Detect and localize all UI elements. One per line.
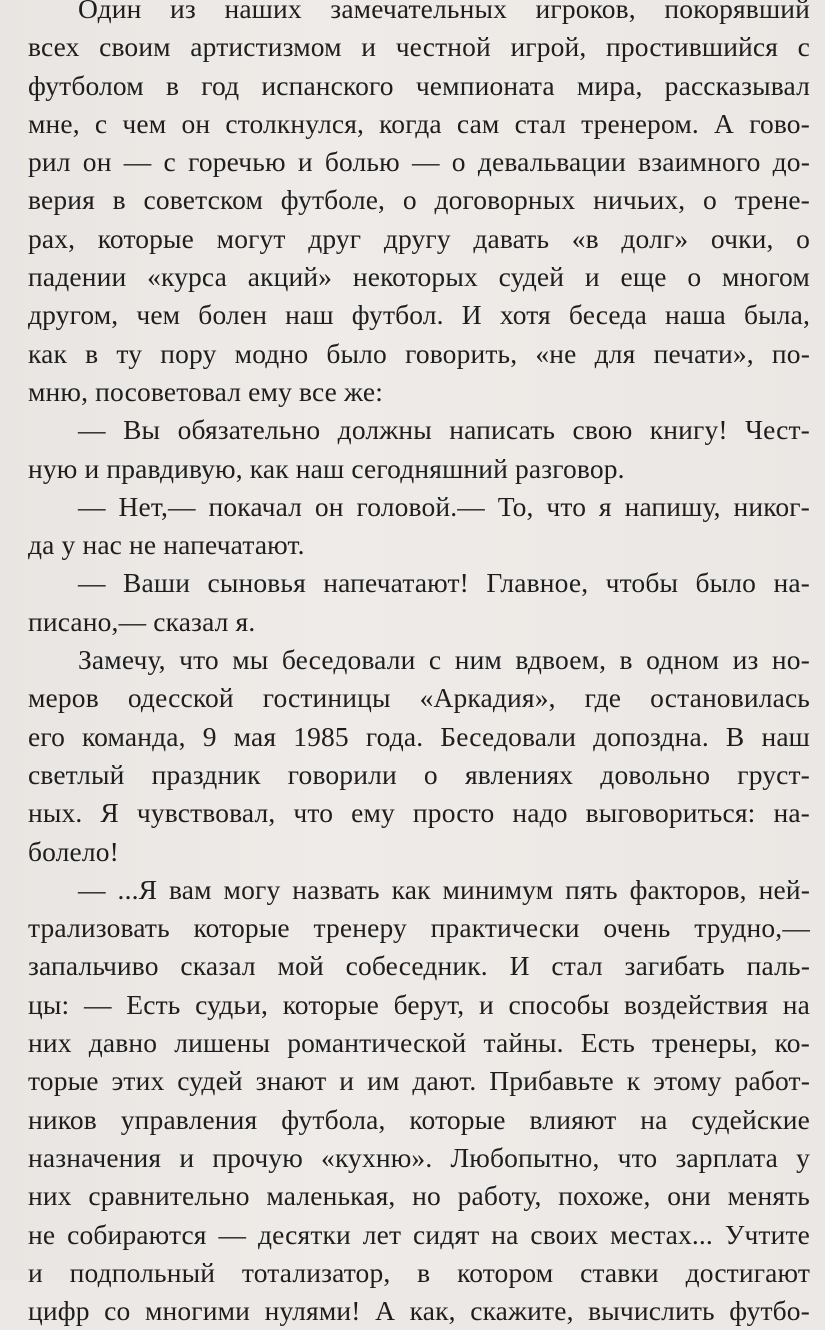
text-line: запальчиво сказал мой собеседник. И стал загибать паль-: [28, 950, 810, 982]
text-line: писано,— сказал я.: [28, 605, 256, 637]
text-line: Один из наших замечательных игроков, покорявший: [78, 0, 810, 24]
text-line: — Ваши сыновья напечатают! Главное, чтобы было на-: [78, 567, 810, 599]
text-line: верия в советском футболе, о договорных ничьих, о трене-: [28, 184, 810, 216]
text-line: ную и правдивую, как наш сегодняшний разговор.: [28, 452, 625, 484]
text-line: ников управления футбола, которые влияют на судейские: [28, 1103, 810, 1135]
text-line: футболом в год испанского чемпионата мира, рассказывал: [28, 69, 810, 101]
text-line: цы: — Есть судьи, которые берут, и способы воздействия на: [28, 988, 810, 1020]
text-line: его команда, 9 мая 1985 года. Беседовали допоздна. В наш: [28, 720, 810, 752]
text-line: — Нет,— покачал он головой.— То, что я напишу, никог-: [78, 490, 810, 522]
text-line: рах, которые могут друг другу давать «в долг» очки, о: [28, 222, 810, 254]
text-line: торые этих судей знают и им дают. Прибавьте к этому работ-: [28, 1065, 810, 1097]
text-line: рил он — с горечью и болью — о девальвации взаимного до-: [28, 146, 810, 178]
text-line: трализовать которые тренеру практически очень трудно,—: [28, 912, 810, 944]
text-line: меров одесской гостиницы «Аркадия», где остановилась: [28, 682, 810, 714]
text-line: падении «курса акций» некоторых судей и еще о многом: [28, 261, 810, 293]
text-line: назначения и прочую «кухню». Любопытно, что зарплата у: [28, 1141, 810, 1173]
text-line: них сравнительно маленькая, но работу, похоже, они менять: [28, 1180, 810, 1212]
text-line: как в ту пору модно было говорить, «не для печати», по-: [28, 337, 810, 369]
text-line: не собираются — десятки лет сидят на своих местах... Учтите: [28, 1218, 810, 1250]
text-line: и подпольный тотализатор, в котором ставки достигают: [28, 1256, 810, 1288]
text-line: них давно лишены романтической тайны. Есть тренеры, ко-: [28, 1027, 810, 1059]
text-line: Замечу, что мы беседовали с ним вдвоем, в одном из но-: [78, 644, 810, 676]
text-line: другом, чем болен наш футбол. И хотя беседа наша была,: [28, 299, 810, 331]
text-line: всех своим артистизмом и честной игрой, простившийся с: [28, 31, 810, 63]
text-line: — Вы обязательно должны написать свою книгу! Чест-: [78, 414, 810, 446]
text-line: болело!: [28, 835, 119, 867]
page-text: [28, 0, 810, 1330]
text-line: да у нас не напечатают.: [28, 529, 305, 561]
text-line: — ...Я вам могу назвать как минимум пять факторов, ней-: [78, 873, 810, 905]
text-line: светлый праздник говорили о явлениях довольно груст-: [28, 758, 810, 790]
text-line: мне, с чем он столкнулся, когда сам стал тренером. А гово-: [28, 107, 810, 139]
text-line: ных. Я чувствовал, что ему просто надо выговориться: на-: [28, 797, 810, 829]
text-line: мню, посоветовал ему все же:: [28, 375, 383, 407]
text-line: цифр со многими нулями! А как, скажите, вычислить футбо-: [28, 1295, 810, 1327]
